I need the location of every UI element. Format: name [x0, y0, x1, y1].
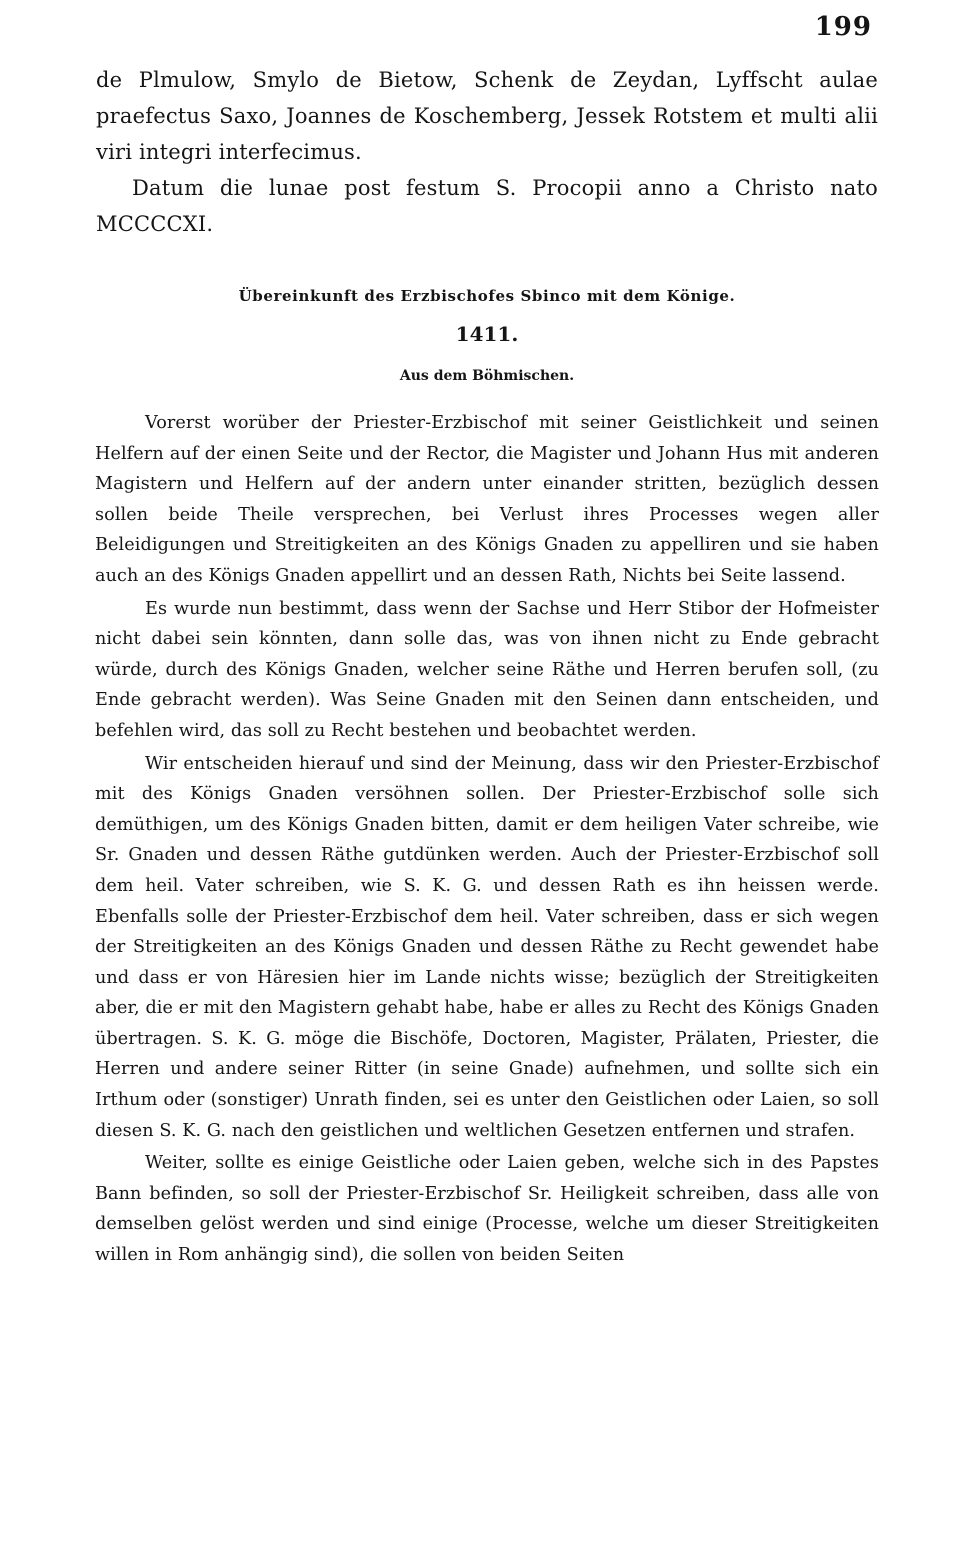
latin-text-block [96, 62, 878, 242]
paragraph: Es wurde nun bestimmt, dass wenn der Sachse und Herr Stibor der Hofmeister nicht dabei sein könnten, dann solle das, was von ihnen nicht zu Ende gebracht würde, durch des Königs Gnaden, welcher seine Räthe und Herren berufen soll, (zu Ende gebracht werden). Was Seine Gnaden mit den Seinen dann entscheiden, und befehlen wird, das soll zu Recht bestehen und beobachtet werden. [95, 598, 879, 741]
page-number: 199 [814, 12, 872, 42]
source-note: Aus dem Böhmischen. [399, 368, 575, 384]
section-year: 1411. [455, 322, 519, 346]
latin-dating-paragraph: Datum die lunae post festum S. Procopii anno a Christo nato MCCCCXI. [96, 176, 878, 236]
latin-paragraph: de Plmulow, Smylo de Bietow, Schenk de Zeydan, Lyffscht aulae praefectus Saxo, Joannes de Koschemberg, Jessek Rotstem et multi alii viri integri interfecimus. [96, 68, 878, 164]
paragraph: Weiter, sollte es einige Geistliche oder Laien geben, welche sich in des Papstes Bann befinden, so soll der Priester-Erzbischof Sr. Heiligkeit schreiben, dass alle von demselben gelöst werden und sind einige (Processe, welche um dieser Streitigkeiten willen in Rom anhängig sind), die sollen von beiden Seiten [95, 1153, 879, 1266]
section-heading: Übereinkunft des Erzbischofes Sbinco mit dem Könige. [238, 287, 736, 305]
german-text-block [95, 408, 879, 1273]
paragraph: Vorerst worüber der Priester-Erzbischof mit seiner Geistlichkeit und seinen Helfern auf der einen Seite und der Rector, die Magister und Johann Hus mit anderen Magistern und Helfern auf der andern unter einander stritten, bezüglich dessen sollen beide Theile versprechen, bei Verlust ihres Processes wegen aller Beleidigungen und Streitigkeiten an des Königs Gnaden zu appelliren und sie haben auch an des Königs Gnaden appellirt und an dessen Rath, Nichts bei Seite lassend. [95, 413, 879, 586]
paragraph: Wir entscheiden hierauf und sind der Meinung, dass wir den Priester-Erzbischof mit des Königs Gnaden versöhnen sollen. Der Priester-Erzbischof solle sich demüthigen, um des Königs Gnaden bitten, damit er dem heiligen Vater schreibe, wie Sr. Gnaden und dessen Räthe gutdünken werden. Auch der Priester-Erzbischof soll dem heil. Vater schreiben, wie S. K. G. und dessen Rath es ihn heissen werde. Ebenfalls solle der Priester-Erzbischof dem heil. Vater schreiben, dass er sich wegen der Streitigkeiten an des Königs Gnaden und dessen Räthe zu Recht gewendet habe und dass er von Häresien hier im Lande nichts wisse; bezüglich der Streitigkeiten aber, die er mit den Magistern gehabt habe, habe er alles zu Recht des Königs Gnaden übertragen. S. K. G. möge die Bischöfe, Doctoren, Magister, Prälaten, Priester, die Herren und andere seiner Ritter (in seine Gnade) aufnehmen, und sollte sich ein Irthum oder (sonstiger) Unrath finden, sei es unter den Geistlichen oder Laien, so soll diesen S. K. G. nach den geistlichen und weltlichen Gesetzen entfernen und strafen. [95, 753, 879, 1141]
